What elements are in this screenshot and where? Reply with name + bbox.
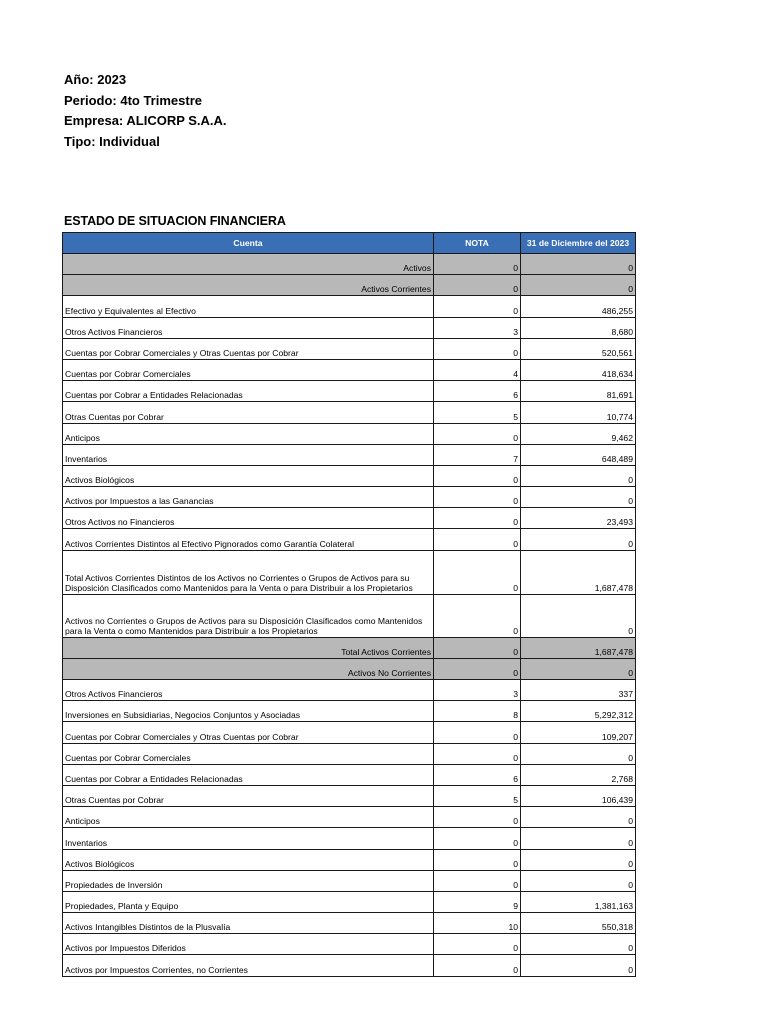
row-nota: 0 [434, 275, 521, 296]
table-row [63, 891, 636, 912]
row-account-name: Otros Activos Financieros [63, 317, 434, 338]
table-row [63, 828, 636, 849]
row-nota: 0 [434, 594, 521, 637]
table-row [63, 934, 636, 955]
row-value: 0 [521, 870, 636, 891]
row-nota: 8 [434, 701, 521, 722]
table-row [63, 594, 636, 637]
row-nota: 0 [434, 487, 521, 508]
row-value: 0 [521, 934, 636, 955]
table-row [63, 423, 636, 444]
row-value: 0 [521, 254, 636, 275]
row-nota: 0 [434, 296, 521, 317]
row-nota: 5 [434, 402, 521, 423]
row-nota: 10 [434, 913, 521, 934]
row-value: 418,634 [521, 359, 636, 380]
table-row [63, 701, 636, 722]
row-account-name: Cuentas por Cobrar Comerciales [63, 743, 434, 764]
row-account-name: Total Activos Corrientes Distintos de los Activos no Corrientes o Grupos de Activos para su Disposición Clasificados como Mantenidos para la Venta o para Distribuir a los Propietarios [63, 550, 434, 594]
row-value: 0 [521, 955, 636, 976]
row-account-name: Efectivo y Equivalentes al Efectivo [63, 296, 434, 317]
balance-sheet-table [62, 232, 636, 977]
row-nota: 3 [434, 680, 521, 701]
row-value: 0 [521, 807, 636, 828]
row-nota: 0 [434, 828, 521, 849]
row-value: 9,462 [521, 423, 636, 444]
row-account-name: Activos no Corrientes o Grupos de Activos para su Disposición Clasificados como Mantenidos para la Venta o como Mantenidos para Distribuir a los Propietarios [63, 594, 434, 637]
row-account-name: Propiedades, Planta y Equipo [63, 891, 434, 912]
row-nota: 0 [434, 955, 521, 976]
row-value: 1,687,478 [521, 637, 636, 658]
table-row [63, 254, 636, 275]
row-account-name: Total Activos Corrientes [63, 637, 434, 658]
table-row [63, 550, 636, 594]
row-value: 0 [521, 275, 636, 296]
table-header-row [63, 233, 636, 254]
table-row [63, 870, 636, 891]
table-row [63, 359, 636, 380]
row-value: 0 [521, 743, 636, 764]
row-nota: 7 [434, 444, 521, 465]
row-nota: 0 [434, 529, 521, 550]
row-nota: 4 [434, 359, 521, 380]
row-account-name: Cuentas por Cobrar a Entidades Relacionadas [63, 764, 434, 785]
row-account-name: Activos Corrientes [63, 275, 434, 296]
row-value: 109,207 [521, 722, 636, 743]
row-nota: 0 [434, 465, 521, 486]
table-row [63, 317, 636, 338]
row-nota: 0 [434, 807, 521, 828]
row-value: 0 [521, 849, 636, 870]
row-value: 0 [521, 658, 636, 679]
row-nota: 6 [434, 764, 521, 785]
table-row [63, 296, 636, 317]
row-account-name: Activos [63, 254, 434, 275]
table-row [63, 807, 636, 828]
row-value: 2,768 [521, 764, 636, 785]
table-row [63, 637, 636, 658]
row-nota: 5 [434, 785, 521, 806]
table-row [63, 444, 636, 465]
row-value: 0 [521, 828, 636, 849]
table-row [63, 508, 636, 529]
table-row [63, 658, 636, 679]
row-nota: 9 [434, 891, 521, 912]
table-row [63, 402, 636, 423]
row-account-name: Activos Biológicos [63, 465, 434, 486]
row-account-name: Activos por Impuestos Diferidos [63, 934, 434, 955]
row-value: 0 [521, 594, 636, 637]
header-nota: NOTA [434, 233, 521, 254]
table-row [63, 465, 636, 486]
row-value: 0 [521, 529, 636, 550]
row-value: 1,381,163 [521, 891, 636, 912]
row-nota: 0 [434, 743, 521, 764]
type-label: Tipo: Individual [64, 133, 160, 149]
row-value: 550,318 [521, 913, 636, 934]
row-account-name: Activos Corrientes Distintos al Efectivo Pignorados como Garantía Colateral [63, 529, 434, 550]
row-account-name: Otras Cuentas por Cobrar [63, 402, 434, 423]
row-account-name: Otros Activos Financieros [63, 680, 434, 701]
header-date: 31 de Diciembre del 2023 [521, 233, 636, 254]
row-account-name: Cuentas por Cobrar a Entidades Relacionadas [63, 381, 434, 402]
table-row [63, 338, 636, 359]
row-nota: 0 [434, 722, 521, 743]
table-row [63, 529, 636, 550]
table-row [63, 955, 636, 976]
row-value: 0 [521, 465, 636, 486]
table-body [63, 254, 636, 977]
row-account-name: Activos Intangibles Distintos de la Plusvalía [63, 913, 434, 934]
row-account-name: Propiedades de Inversión [63, 870, 434, 891]
row-account-name: Otros Activos no Financieros [63, 508, 434, 529]
row-account-name: Inventarios [63, 444, 434, 465]
row-value: 648,489 [521, 444, 636, 465]
table-row [63, 487, 636, 508]
row-account-name: Activos Biológicos [63, 849, 434, 870]
row-value: 23,493 [521, 508, 636, 529]
row-value: 486,255 [521, 296, 636, 317]
row-account-name: Cuentas por Cobrar Comerciales y Otras Cuentas por Cobrar [63, 338, 434, 359]
table-row [63, 849, 636, 870]
table-row [63, 381, 636, 402]
row-account-name: Activos por Impuestos a las Ganancias [63, 487, 434, 508]
row-value: 0 [521, 487, 636, 508]
statement-title: ESTADO DE SITUACION FINANCIERA [64, 214, 286, 228]
row-account-name: Inventarios [63, 828, 434, 849]
row-nota: 0 [434, 637, 521, 658]
row-account-name: Anticipos [63, 807, 434, 828]
row-value: 1,687,478 [521, 550, 636, 594]
row-nota: 0 [434, 658, 521, 679]
row-value: 337 [521, 680, 636, 701]
table-row [63, 680, 636, 701]
row-nota: 0 [434, 508, 521, 529]
company-label: Empresa: ALICORP S.A.A. [64, 113, 227, 128]
header-cuenta: Cuenta [63, 233, 434, 254]
row-value: 5,292,312 [521, 701, 636, 722]
row-account-name: Activos por Impuestos Corrientes, no Corrientes [63, 955, 434, 976]
year-label: Año: 2023 [64, 72, 127, 87]
row-account-name: Otras Cuentas por Cobrar [63, 785, 434, 806]
row-nota: 0 [434, 423, 521, 444]
row-nota: 0 [434, 550, 521, 594]
table-row [63, 913, 636, 934]
row-value: 8,680 [521, 317, 636, 338]
table-row [63, 722, 636, 743]
row-nota: 3 [434, 317, 521, 338]
document-metadata [64, 70, 227, 152]
table-row [63, 764, 636, 785]
row-account-name: Anticipos [63, 423, 434, 444]
row-nota: 0 [434, 934, 521, 955]
row-value: 520,561 [521, 338, 636, 359]
row-value: 10,774 [521, 402, 636, 423]
row-account-name: Cuentas por Cobrar Comerciales [63, 359, 434, 380]
row-nota: 0 [434, 870, 521, 891]
row-value: 81,691 [521, 381, 636, 402]
row-account-name: Activos No Corrientes [63, 658, 434, 679]
row-account-name: Cuentas por Cobrar Comerciales y Otras Cuentas por Cobrar [63, 722, 434, 743]
row-nota: 0 [434, 849, 521, 870]
row-nota: 0 [434, 338, 521, 359]
row-nota: 0 [434, 254, 521, 275]
table-row [63, 785, 636, 806]
row-nota: 6 [434, 381, 521, 402]
table-row [63, 743, 636, 764]
table-row [63, 275, 636, 296]
period-label: Periodo: 4to Trimestre [64, 92, 202, 108]
row-value: 106,439 [521, 785, 636, 806]
row-account-name: Inversiones en Subsidiarias, Negocios Conjuntos y Asociadas [63, 701, 434, 722]
